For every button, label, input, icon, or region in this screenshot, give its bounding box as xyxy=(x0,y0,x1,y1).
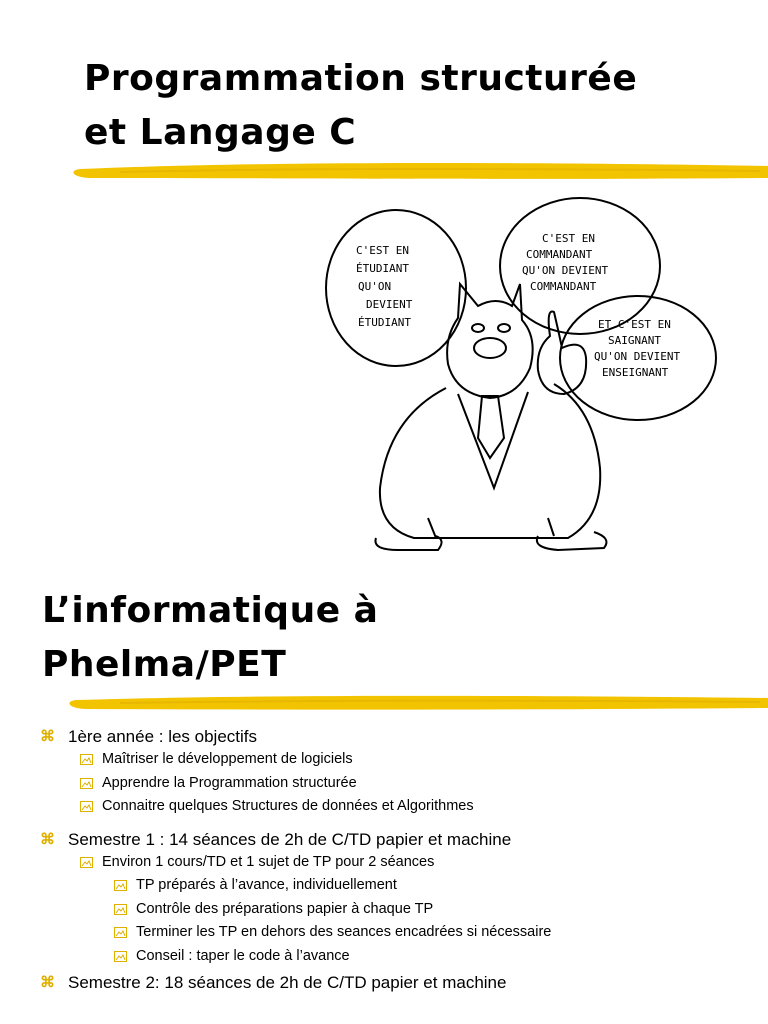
bubble2-line4: COMMANDANT xyxy=(530,280,597,293)
sub-list-item xyxy=(40,851,760,875)
bubble2-line2: COMMANDANT xyxy=(526,248,593,261)
sub-sub-list-item xyxy=(40,874,760,898)
list-item-text: Semestre 2: 18 séances de 2h de C/TD papier et machine xyxy=(68,973,507,992)
bubble2-line1: C'EST EN xyxy=(542,232,595,245)
bubble3-line3: QU'ON DEVIENT xyxy=(594,350,681,363)
list-item xyxy=(40,726,760,748)
sub-list-item-text: Environ 1 cours/TD et 1 sujet de TP pour 2 séances xyxy=(102,853,435,870)
slide1-title-line2: et Langage C xyxy=(84,112,357,153)
list-spacer xyxy=(40,819,760,829)
sub-list-item xyxy=(40,772,760,796)
sub-list-item-text: Apprendre la Programmation structurée xyxy=(102,774,357,791)
place-of-interest-icon: ⌘ xyxy=(40,830,55,848)
list-item xyxy=(40,829,760,851)
slide1-title xyxy=(84,52,637,160)
bubble3-line1: ET C'EST EN xyxy=(598,318,671,331)
bubble1-line1: C'EST EN xyxy=(356,244,409,257)
list-item xyxy=(40,972,760,994)
bubble3-line2: SAIGNANT xyxy=(608,334,661,347)
slide2-title xyxy=(42,584,378,692)
slide1-title-line1: Programmation structurée xyxy=(84,58,638,99)
bubble3-line4: ENSEIGNANT xyxy=(602,366,669,379)
sub-sub-list-item-text: Conseil : taper le code à l’avance xyxy=(136,947,350,964)
title2-underline-swoosh xyxy=(0,688,768,718)
bubble1-line3: QU'ON xyxy=(358,280,392,293)
list-item-text: 1ère année : les objectifs xyxy=(68,727,258,746)
sub-list-item xyxy=(40,795,760,819)
folder-image-icon xyxy=(80,857,93,868)
place-of-interest-icon: ⌘ xyxy=(40,974,55,991)
bubble1-line2: ÉTUDIANT xyxy=(356,262,409,275)
bubble2-line3: QU'ON DEVIENT xyxy=(522,264,609,277)
folder-image-icon xyxy=(80,801,93,812)
sub-sub-list-item-text: TP préparés à l’avance, individuellement xyxy=(136,877,397,893)
sub-list-item-text: Connaitre quelques Structures de données et Algorithmes xyxy=(102,798,474,814)
cartoon-cat-illustration xyxy=(318,188,728,568)
sub-list-item-text: Maîtriser le développement de logiciels xyxy=(102,751,353,767)
bullet-list xyxy=(40,726,760,994)
title-underline-swoosh xyxy=(0,156,768,186)
folder-image-icon xyxy=(114,927,127,938)
slide2-title-line2: Phelma/PET xyxy=(42,644,287,685)
slide2-title-line1: L’informatique à xyxy=(42,590,379,631)
sub-sub-list-item xyxy=(40,921,760,945)
sub-sub-list-item-text: Contrôle des préparations papier à chaque TP xyxy=(136,900,434,917)
folder-image-icon xyxy=(114,904,127,915)
folder-image-icon xyxy=(114,951,127,962)
sub-list-item xyxy=(40,748,760,772)
sub-sub-list-item-text: Terminer les TP en dehors des seances encadrées si nécessaire xyxy=(136,924,552,940)
bubble1-line5: ÉTUDIANT xyxy=(358,316,411,329)
sub-sub-list-item xyxy=(40,945,760,969)
place-of-interest-icon: ⌘ xyxy=(40,728,55,745)
list-item-text: Semestre 1 : 14 séances de 2h de C/TD papier et machine xyxy=(68,829,512,849)
folder-image-icon xyxy=(114,880,127,891)
folder-image-icon xyxy=(80,778,93,789)
folder-image-icon xyxy=(80,754,93,765)
bubble1-line4: DEVIENT xyxy=(366,298,413,311)
sub-sub-list-item xyxy=(40,898,760,922)
